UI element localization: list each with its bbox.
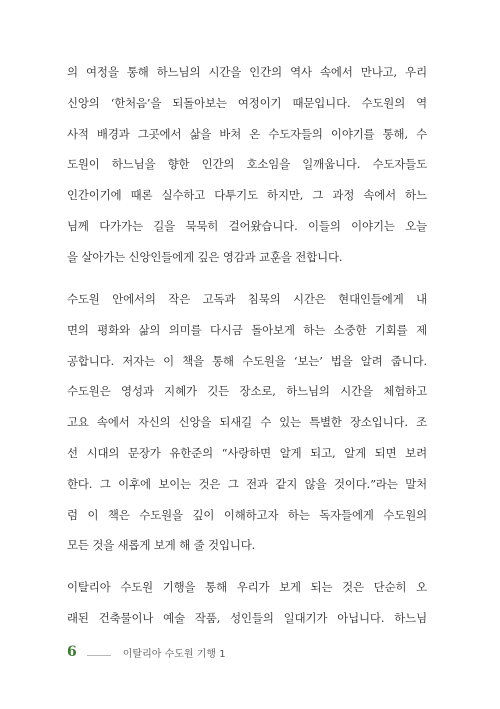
text-line: 수도원은 영성과 지혜가 깃든 장소로, 하느님의 시간을 체험하고 <box>67 384 427 399</box>
text-line: 수도원 안에서의 작은 고독과 침묵의 시간은 현대인들에게 내 <box>67 292 427 306</box>
text-line: 도원이 하느님을 향한 인간의 호소임을 일깨웁니다. 수도자들도 <box>67 157 427 172</box>
page-number: 6 <box>67 644 77 660</box>
text-line: 래된 건축물이나 예술 작품, 성인들의 일대기가 아닙니다. 하느님 <box>67 610 427 625</box>
page-footer <box>67 642 226 662</box>
footer-divider <box>87 655 111 656</box>
text-line: 한다. 그 이후에 보이는 것은 그 전과 같지 않을 것이다.”라는 말처 <box>67 476 427 491</box>
text-line: 의 여정을 통해 하느님의 시간을 인간의 역사 속에서 만나고, 우리 <box>67 65 427 79</box>
text-line: 님께 다가가는 길을 묵묵히 걸어왔습니다. 이들의 이야기는 오늘 <box>67 218 427 233</box>
paragraph-1 <box>67 57 427 273</box>
running-title: 이탈리아 수도원 기행 1 <box>122 648 226 660</box>
text-line: 인간이기에 때론 실수하고 다투기도 하지만, 그 과정 속에서 하느 <box>67 188 427 203</box>
text-line: 이탈리아 수도원 기행을 통해 우리가 보게 되는 것은 단순히 오 <box>67 580 427 594</box>
text-line: 공합니다. 저자는 이 책을 통해 수도원을 ‘보는’ 법을 알려 줍니다. <box>67 353 427 368</box>
text-line: 신앙의 ‘한처음’을 되돌아보는 여정이기 때문입니다. 수도원의 역 <box>67 95 427 110</box>
text-line: 럼 이 책은 수도원을 깊이 이해하고자 하는 독자들에게 수도원의 <box>67 507 427 522</box>
text-line: 면의 평화와 삶의 의미를 다시금 돌아보게 하는 소중한 기회를 제 <box>67 322 427 337</box>
text-line: 고요 속에서 자신의 신앙을 되새길 수 있는 특별한 장소입니다. 조 <box>67 415 427 430</box>
text-line: 모든 것을 새롭게 보게 해 줄 것입니다. <box>67 538 256 553</box>
text-line: 선 시대의 문장가 유한준의 “사랑하면 알게 되고, 알게 되면 보려 <box>67 445 427 460</box>
paragraph-2 <box>67 284 427 561</box>
text-line: 을 살아가는 신앙인들에게 깊은 영감과 교훈을 전합니다. <box>67 249 343 264</box>
text-line: 사적 배경과 그곳에서 삶을 바쳐 온 수도자들의 이야기를 통해, 수 <box>67 126 427 141</box>
paragraph-3 <box>67 572 427 634</box>
